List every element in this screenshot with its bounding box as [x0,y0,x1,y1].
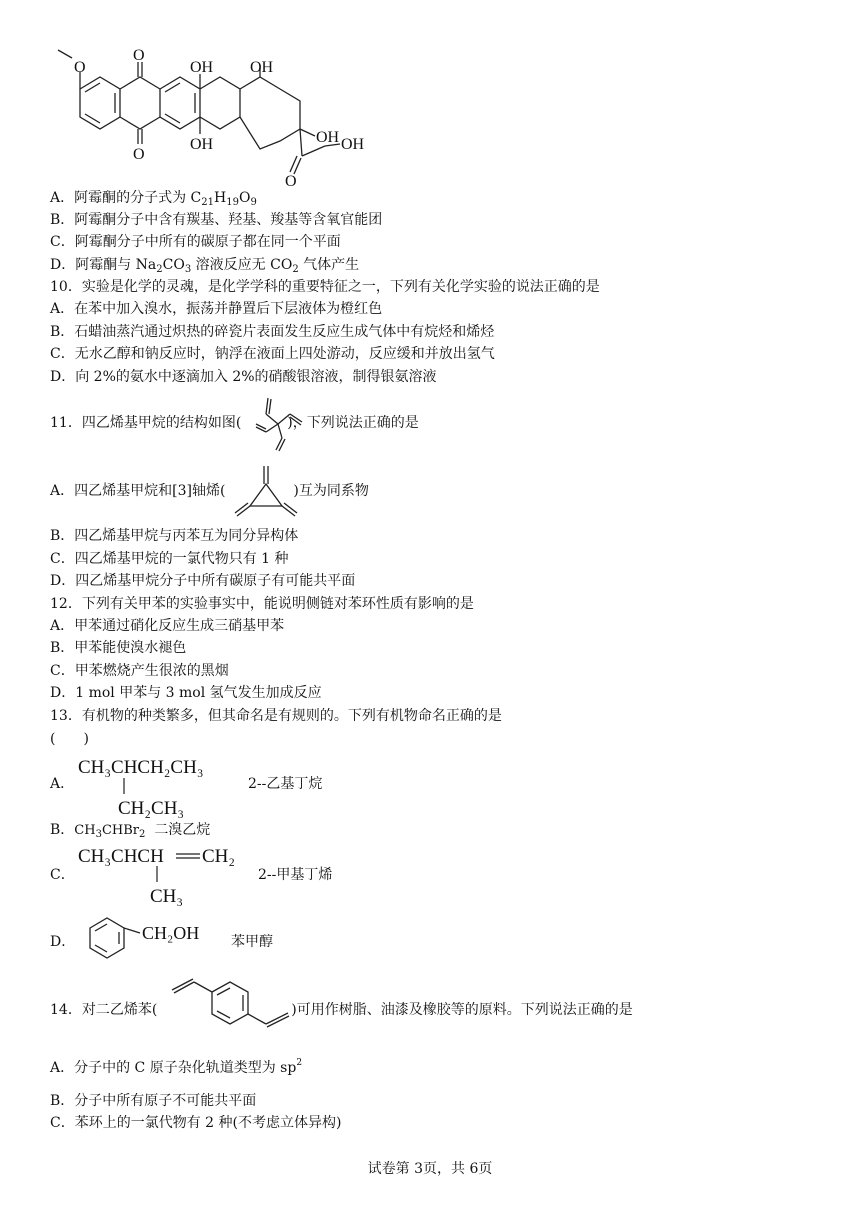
hydroxyl-label-tertiary: OH [316,129,340,146]
hydroxyl-label-lower: OH [190,136,214,153]
q13-a-formula [78,750,248,820]
hydroxyl-label-upper: OH [190,59,214,76]
q11-option-a: A．四乙烯基甲烷和[3]轴烯( )互为同系物 [50,483,369,499]
q10-option-b: B．石蜡油蒸汽通过炽热的碎瓷片表面发生反应生成气体中有烷烃和烯烃 [50,324,495,340]
q13-c-main-chain: CH₃CHCH [78,846,164,867]
q14-option-a: A．分子中的 C 原子杂化轨道类型为 $sp^2$ [50,1058,303,1076]
aglycone-structure [40,48,370,188]
hydroxyl-label-chain: OH [341,136,365,153]
q9-option-c: C．阿霉酮分子中所有的碳原子都在同一个平面 [50,234,341,250]
q11-option-d: D．四乙烯基甲烷分子中所有碳原子有可能共平面 [50,573,356,589]
q9-option-b: B．阿霉酮分子中含有羰基、羟基、羧基等含氧官能团 [50,212,383,228]
q11-option-b: B．四乙烯基甲烷与丙苯互为同分异构体 [50,528,299,544]
q10-option-a: A．在苯中加入溴水，振荡并静置后下层液体为橙红色 [50,301,383,317]
q13-a-label: A． [50,776,75,792]
q13-c-branch: CH₃ [150,886,184,907]
page-footer: 试卷第 3页，共 6页 [367,1161,493,1177]
q13-d-name: 苯甲醇 [231,934,273,950]
hydroxyl-label-ring: OH [250,59,274,76]
q11-option-c: C．四乙烯基甲烷的一氯代物只有 1 种 [50,551,289,567]
q13-paren: ( ) [50,731,89,747]
q10-stem: 10．实验是化学的灵魂，是化学学科的重要特征之一，下列有关化学实验的说法正确的是 [50,279,600,295]
q14-option-b: B．分子中所有原子不可能共平面 [50,1093,257,1109]
q13-c-terminal: CH₂ [202,846,236,867]
q13-option-b: B．$CH_3CHBr_2$ 二溴乙烷 [50,822,211,840]
q14-option-c: C．苯环上的一氯代物有 2 种(不考虑立体异构) [50,1115,342,1131]
radialene-structure [226,462,306,522]
tetravinylmethane-structure [254,394,304,454]
methoxy-oxygen-label: O [74,59,86,76]
divinylbenzene-structure [160,978,300,1038]
q12-option-c: C．甲苯燃烧产生很浓的黑烟 [50,663,229,679]
q10-option-d: D．向 2%的氨水中逐滴加入 2%的硝酸银溶液，制得银氨溶液 [50,369,437,385]
q13-d-label: D． [50,934,76,950]
q13-a-main-chain: CH₃CHCH₂CH₃ [78,757,204,778]
q13-c-label: C． [50,867,75,883]
benzyl-alcohol-structure [76,908,226,972]
q9-option-a: A．阿霉酮的分子式为 $C_{21}H_{19}O_9$ [50,190,257,208]
q9-option-d: D．阿霉酮与 $Na_2CO_3$ 溶液反应无 $CO_2$ 气体产生 [50,257,360,275]
q14-stem: 14．对二乙烯苯( )可用作树脂、油漆及橡胶等的原料。下列说法正确的是 [50,1002,633,1018]
q13-d-group: CH₂OH [142,923,200,943]
ketone-oxygen-top-label: O [133,47,145,64]
q12-option-a: A．甲苯通过硝化反应生成三硝基甲苯 [50,618,285,634]
q12-option-b: B．甲苯能使溴水褪色 [50,640,187,656]
q13-a-branch: CH₂CH₃ [118,798,185,819]
q13-c-name: 2--甲基丁烯 [258,867,333,883]
q11-stem: 11．四乙烯基甲烷的结构如图( )，下列说法正确的是 [50,415,419,431]
ketone-oxygen-chain-label: O [285,173,297,190]
ketone-oxygen-bottom-label: O [133,146,145,163]
q13-stem: 13．有机物的种类繁多，但其命名是有规则的。下列有机物命名正确的是 [50,708,502,724]
q12-stem: 12．下列有关甲苯的实验事实中，能说明侧链对苯环性质有影响的是 [50,596,474,612]
q10-option-c: C．无水乙醇和钠反应时，钠浮在液面上四处游动，反应缓和并放出氢气 [50,346,495,362]
q12-option-d: D．1 mol 甲苯与 3 mol 氢气发生加成反应 [50,685,322,701]
q13-c-formula [78,842,248,908]
q13-a-name: 2--乙基丁烷 [248,776,323,792]
